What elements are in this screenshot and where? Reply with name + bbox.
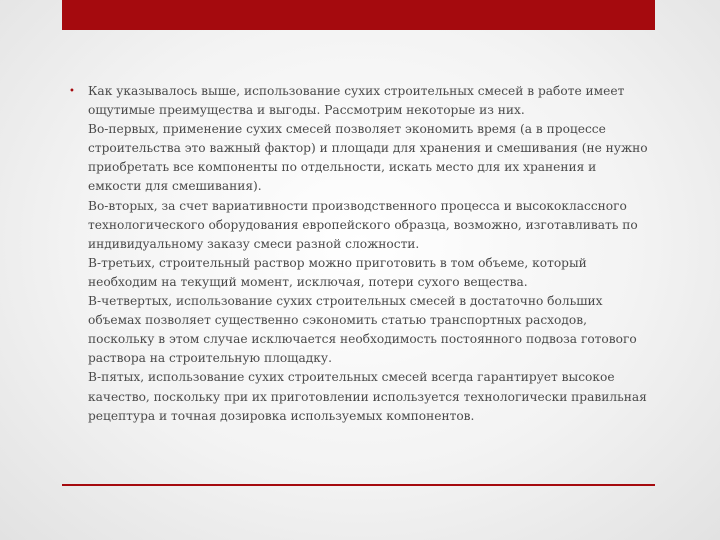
paragraph-first: Во-первых, применение сухих смесей позволяет экономить время (а в процессе строительства это важный фактор) и площади для хранения и смешивания (не нужно приобретать все компоненты по отдельности, искать место для их хранения и емкости для смешивания). — [88, 122, 648, 194]
paragraph-intro: Как указывалось выше, использование сухих строительных смесей в работе имеет ощутимые преимущества и выгоды. Рассмотрим некоторые из них. — [88, 84, 625, 118]
paragraph-fifth: В-пятых, использование сухих строительных смесей всегда гарантирует высокое качество, поскольку при их приготовлении используется технологически правильная рецептура и точная дозировка используемых компонентов. — [88, 370, 647, 423]
bullet-text — [88, 82, 650, 426]
slide-content — [66, 82, 650, 426]
bullet-item — [66, 82, 650, 426]
paragraph-third: В-третьих, строительный раствор можно приготовить в том объеме, который необходим на текущий момент, исключая, потери сухого вещества. — [88, 255, 587, 289]
bullet-marker: • — [69, 86, 75, 97]
bottom-accent-rule — [62, 484, 655, 486]
top-accent-bar — [62, 0, 655, 30]
paragraph-second: Во-вторых, за счет вариативности производственного процесса и высококлассного технологического оборудования европейского образца, возможно, изготавливать по индивидуальному заказу смеси разной сложности. — [88, 198, 638, 251]
paragraph-fourth: В-четвертых, использование сухих строительных смесей в достаточно больших объемах позволяет существенно сэкономить статью транспортных расходов, поскольку в этом случае исключается необходимость постоянного подвоза готового раствора на строительную площадку. — [88, 294, 637, 366]
